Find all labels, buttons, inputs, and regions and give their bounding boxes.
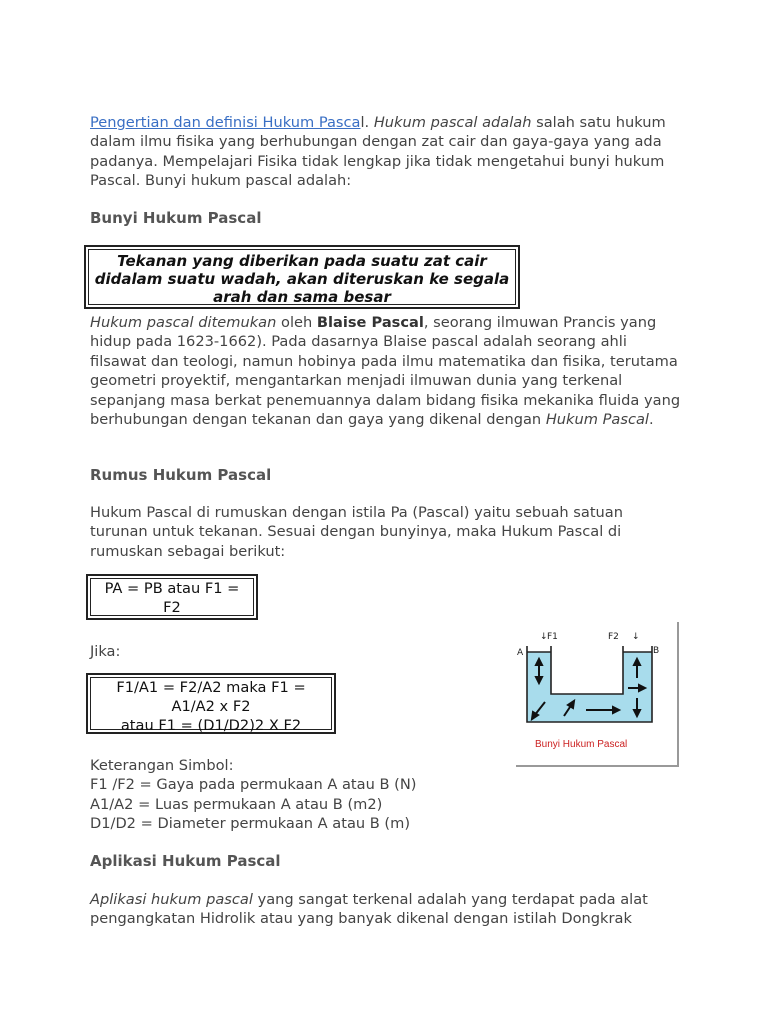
intro-italic: Hukum pascal adalah bbox=[373, 114, 532, 131]
blaise-italic: Hukum pascal ditemukan bbox=[90, 314, 277, 331]
blaise-italic-2: Hukum Pascal bbox=[545, 411, 649, 429]
pascal-law-quote-box bbox=[84, 245, 520, 309]
heading-bunyi: Bunyi Hukum Pascal bbox=[90, 209, 262, 227]
blaise-text-3: . bbox=[648, 411, 654, 429]
blaise-name: Blaise Pascal bbox=[316, 314, 424, 331]
f1-arrow-icon: ↓ bbox=[540, 632, 548, 642]
jika-label: Jika: bbox=[90, 643, 121, 660]
pascal-law-quote: Tekanan yang diberikan pada suatu zat cair didalam suatu wadah, akan diteruskan ke segala arah dan sama besar bbox=[94, 252, 510, 306]
rumus-paragraph: Hukum Pascal di rumuskan dengan istila Pa (Pascal) yaitu sebuah satuan turunan untuk tekanan. Sesuai dengan bunyinya, maka Hukum Pascal di rumuskan sebagai berikut: bbox=[90, 504, 623, 560]
blaise-text-1: oleh bbox=[276, 314, 317, 331]
keterangan-section bbox=[90, 756, 690, 834]
intro-paragraph bbox=[90, 113, 690, 191]
formula2-line2: A1/A2 x F2 bbox=[171, 698, 251, 715]
formula1-line2: F2 bbox=[163, 599, 181, 616]
label-a: A bbox=[517, 648, 524, 658]
aplikasi-italic: Aplikasi hukum pascal bbox=[90, 891, 253, 908]
formula-box-2 bbox=[86, 673, 336, 734]
intro-text: salah satu hukum dalam ilmu fisika yang berhubungan dengan zat cair dan gaya-gaya yang ada padanya. Mempelajari Fisika tidak lengkap jika tidak mengetahui bunyi hukum Pascal. Bunyi hukum pascal adalah: bbox=[90, 114, 666, 190]
formula1-line1: PA = PB atau F1 = bbox=[104, 580, 240, 597]
keterangan-item-f: F1 /F2 = Gaya pada permukaan A atau B (N) bbox=[90, 776, 417, 794]
label-b: B bbox=[653, 646, 660, 656]
definition-link[interactable]: Pengertian dan definisi Hukum Pasca bbox=[90, 114, 361, 131]
blaise-paragraph bbox=[90, 313, 682, 429]
keterangan-item-d: D1/D2 = Diameter permukaan A atau B (m) bbox=[90, 815, 411, 833]
label-f1: F1 bbox=[547, 632, 558, 642]
formula2-line1: F1/A1 = F2/A2 maka F1 = bbox=[116, 679, 306, 696]
blaise-text-2: , seorang ilmuwan Prancis yang hidup pada 1623-1662). Pada dasarnya Blaise pascal adalah seorang ahli filsawat dan teologi, namun hobinya pada ilmu matematika dan fisika, terutama geometri proyektif, mengantarkan menjadi ilmuwan dunia yang terkenal sepanjang masa berkat penemuannya dalam bidang fisika mekanika fluida yang berhubungan dengan tekanan dan gaya yang dikenal dengan bbox=[90, 314, 681, 429]
u-tube-diagram bbox=[516, 622, 677, 765]
heading-aplikasi: Aplikasi Hukum Pascal bbox=[90, 852, 281, 870]
keterangan-title: Keterangan Simbol: bbox=[90, 757, 234, 774]
aplikasi-paragraph bbox=[90, 890, 680, 929]
pascal-figure bbox=[516, 622, 679, 767]
formula2-line3: atau F1 = (D1/D2)2 X F2 bbox=[120, 717, 302, 734]
f2-arrow-icon: ↓ bbox=[632, 632, 640, 642]
heading-rumus: Rumus Hukum Pascal bbox=[90, 466, 272, 484]
formula-box-1 bbox=[86, 574, 258, 620]
keterangan-item-a: A1/A2 = Luas permukaan A atau B (m2) bbox=[90, 795, 383, 813]
label-f2: F2 bbox=[608, 632, 619, 642]
intro-link-tail: l. bbox=[360, 114, 370, 131]
aplikasi-text: yang sangat terkenal adalah yang terdapat pada alat pengangkatan Hidrolik atau yang banyak dikenal dengan istilah Dongkrak bbox=[90, 891, 648, 928]
figure-caption: Bunyi Hukum Pascal bbox=[535, 739, 628, 750]
